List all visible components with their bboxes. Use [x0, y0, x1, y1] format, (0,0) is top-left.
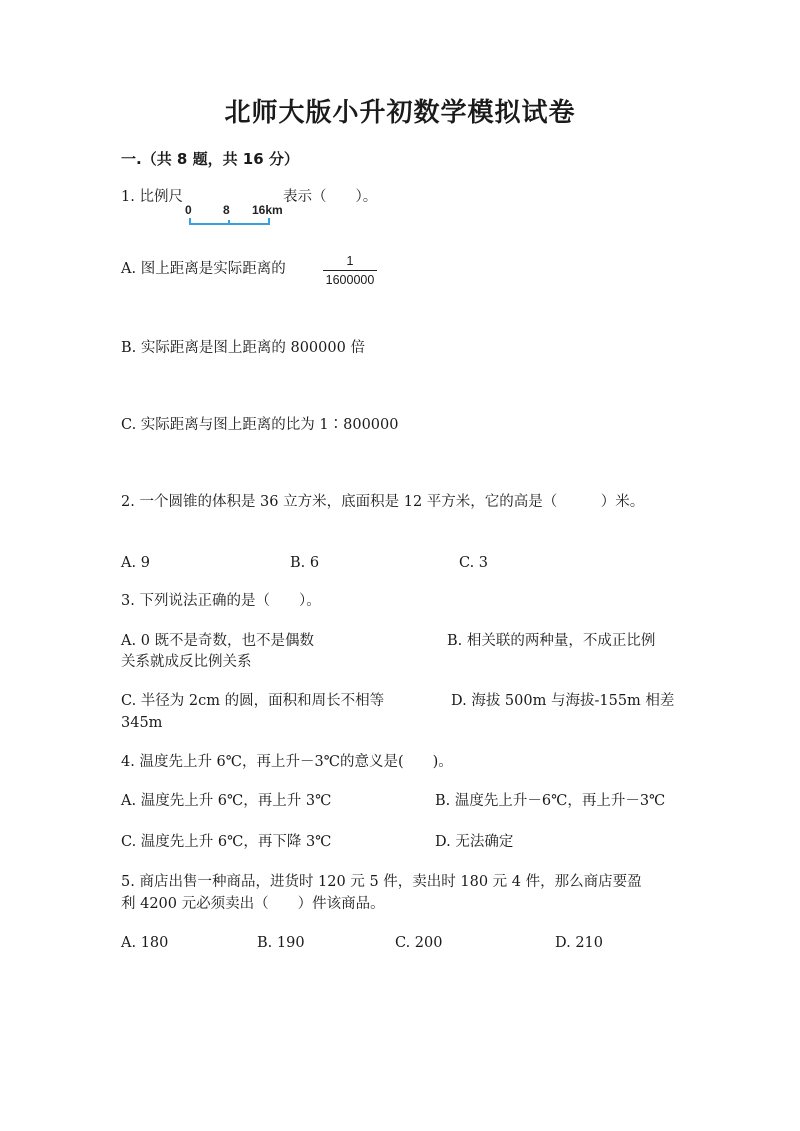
q5-option-b: B. 190: [257, 935, 305, 951]
q3-option-b-line1: B. 相关联的两种量，不成正比例: [447, 633, 656, 649]
q5-option-d: D. 210: [555, 935, 604, 951]
q5-option-a: A. 180: [121, 935, 169, 951]
q3-option-c: C. 半径为 2cm 的圆，面积和周长不相等: [121, 693, 385, 709]
q2-option-b: B. 6: [290, 555, 320, 571]
q1-option-c: C. 实际距离与图上距离的比为 1∶800000: [121, 417, 399, 433]
q2-option-a: A. 9: [121, 555, 150, 571]
q4-option-b: B. 温度先上升－6℃，再上升－3℃: [435, 793, 666, 809]
q1-option-a-fraction: [323, 254, 377, 287]
q1-stem-before: 1. 比例尺: [121, 189, 183, 205]
section-header: 一.（共 8 题，共 16 分）: [121, 150, 299, 168]
scale-label-16km: 16km: [252, 203, 283, 217]
q2-option-c: C. 3: [459, 555, 489, 571]
scale-label-8: 8: [223, 203, 230, 217]
scale-bar-figure: [185, 203, 285, 229]
q3-stem: 3. 下列说法正确的是（ ）。: [121, 593, 321, 609]
scale-label-0: 0: [185, 203, 192, 217]
q4-option-d: D. 无法确定: [435, 834, 514, 850]
q2-stem: 2. 一个圆锥的体积是 36 立方米，底面积是 12 平方米，它的高是（ ）米。: [121, 494, 645, 510]
q5-stem-line1: 5. 商店出售一种商品，进货时 120 元 5 件，卖出时 180 元 4 件，那么商店要盈: [121, 874, 642, 890]
q3-option-a: A. 0 既不是奇数，也不是偶数: [121, 633, 315, 649]
fraction-numerator: 1: [346, 254, 354, 268]
q4-option-a: A. 温度先上升 6℃，再上升 3℃: [121, 793, 332, 809]
q4-stem: 4. 温度先上升 6℃，再上升－3℃的意义是( )。: [121, 754, 453, 770]
q3-option-b-line2: 关系就成反比例关系: [121, 654, 252, 670]
page-title: 北师大版小升初数学模拟试卷: [224, 98, 576, 128]
q4-option-c: C. 温度先上升 6℃，再下降 3℃: [121, 834, 332, 850]
scale-bar-icon: [185, 203, 285, 229]
q3-option-d-line2: 345m: [121, 715, 163, 731]
fraction-denominator: 1600000: [325, 273, 375, 287]
q5-stem-line2: 利 4200 元必须卖出（ ）件该商品。: [121, 896, 385, 912]
q5-option-c: C. 200: [395, 935, 443, 951]
q3-option-d-line1: D. 海拔 500m 与海拔-155m 相差: [451, 693, 675, 709]
q1-option-b: B. 实际距离是图上距离的 800000 倍: [121, 340, 365, 356]
q1-option-a: A. 图上距离是实际距离的: [121, 261, 286, 277]
q1-stem-after: 表示（ ）。: [283, 189, 378, 205]
